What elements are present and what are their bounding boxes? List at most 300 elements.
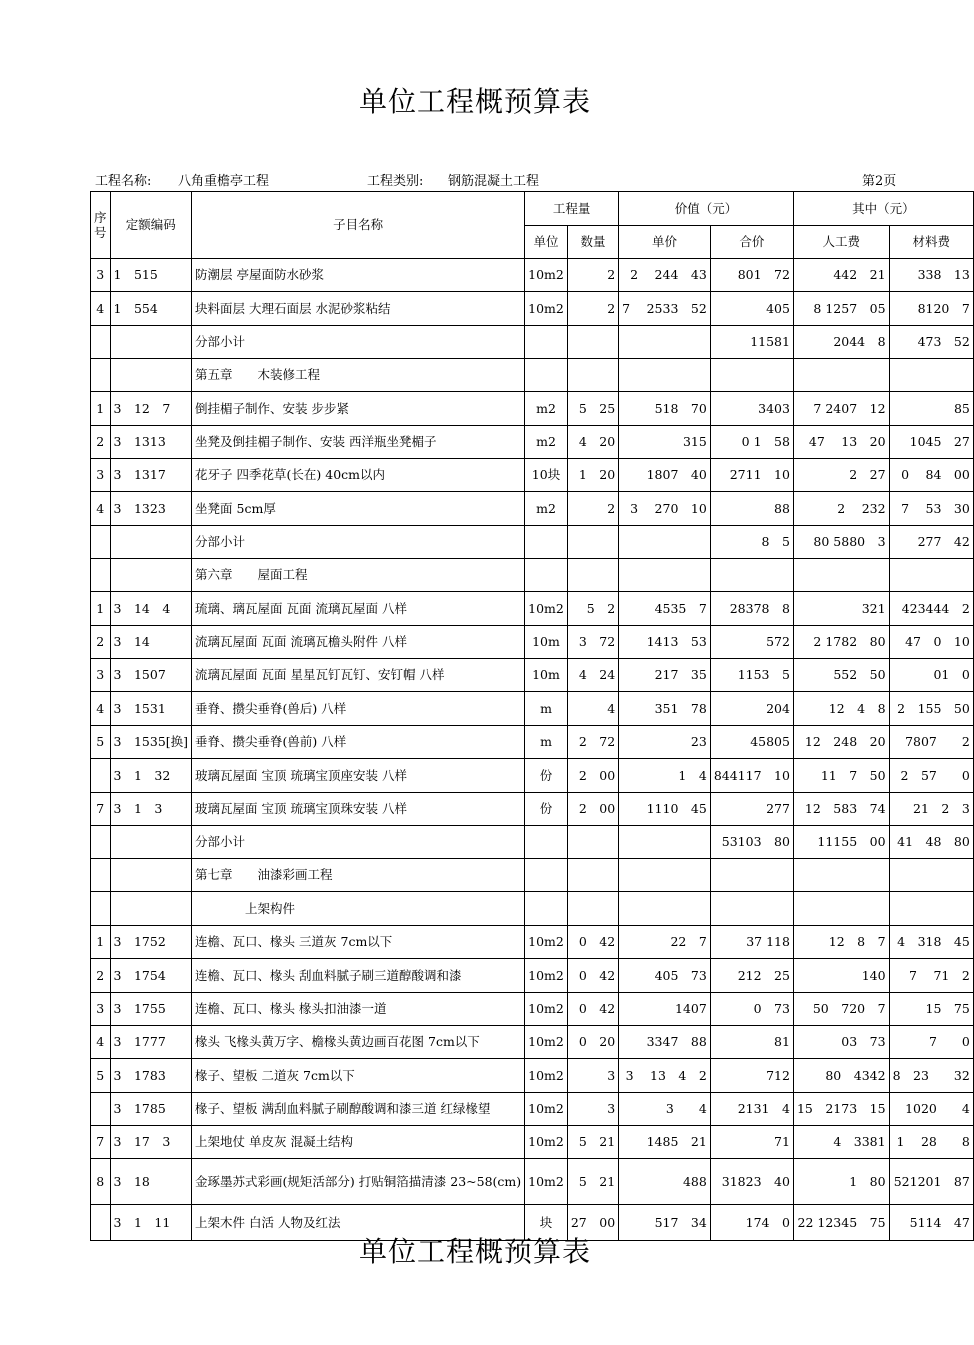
row-unit-price: 1413 53 — [619, 626, 711, 659]
row-unit: 10m2 — [525, 1159, 568, 1205]
table-row — [91, 1093, 974, 1126]
row-qty: 1 20 — [567, 459, 618, 492]
row-seq: 3 — [91, 459, 111, 492]
row-material: 85 — [889, 392, 973, 426]
row-unit: 10m2 — [525, 959, 568, 993]
row-material: 2 155 50 — [889, 692, 973, 726]
project-category-label: 工程类别: — [367, 174, 424, 189]
header-seq: 序号 — [91, 192, 111, 259]
row-material — [889, 892, 973, 926]
row-code: 3 1531 — [110, 692, 192, 726]
row-qty: 4 — [567, 692, 618, 726]
row-labor: 50 720 7 — [793, 993, 889, 1026]
row-seq: 5 — [91, 726, 111, 759]
row-qty: 2 72 — [567, 726, 618, 759]
row-labor: 321 — [793, 592, 889, 626]
row-total: 28378 8 — [710, 592, 793, 626]
row-labor: 03 73 — [793, 1026, 889, 1059]
row-seq — [91, 326, 111, 359]
row-qty: 2 — [567, 492, 618, 526]
row-unit-price: 3 270 10 — [619, 492, 711, 526]
table-row — [91, 892, 974, 926]
row-item-name: 垂脊、攒尖垂脊(兽后) 八样 — [192, 692, 525, 726]
table-row — [91, 726, 974, 759]
header-quantity-group: 工程量 — [525, 192, 619, 226]
row-unit-price: 3 4 — [619, 1093, 711, 1126]
row-unit-price — [619, 526, 711, 559]
row-total — [710, 359, 793, 392]
row-qty: 2 — [567, 292, 618, 326]
row-seq: 1 — [91, 926, 111, 959]
row-code — [110, 526, 192, 559]
row-item-name: 分部小计 — [192, 526, 525, 559]
row-seq: 4 — [91, 292, 111, 326]
row-unit-price: 1485 21 — [619, 1126, 711, 1159]
row-code: 3 1 32 — [110, 759, 192, 793]
row-qty — [567, 826, 618, 859]
row-labor: 2 232 — [793, 492, 889, 526]
row-item-name: 连檐、瓦口、椽头 三道灰 7cm以下 — [192, 926, 525, 959]
table-row — [91, 559, 974, 592]
row-qty: 3 — [567, 1093, 618, 1126]
row-material — [889, 559, 973, 592]
row-item-name: 块料面层 大理石面层 水泥砂浆粘结 — [192, 292, 525, 326]
row-item-name: 第六章 屋面工程 — [192, 559, 525, 592]
row-unit-price: 1 4 — [619, 759, 711, 793]
row-unit-price: 22 7 — [619, 926, 711, 959]
row-unit-price: 2 244 43 — [619, 259, 711, 292]
row-total: 2131 4 — [710, 1093, 793, 1126]
row-qty: 27 00 — [567, 1205, 618, 1241]
row-qty — [567, 859, 618, 892]
row-labor: 4 3381 — [793, 1126, 889, 1159]
row-material: 15 75 — [889, 993, 973, 1026]
row-seq: 7 — [91, 793, 111, 826]
footer-title: 单位工程概预算表 — [358, 1235, 591, 1268]
row-code: 3 1 11 — [110, 1205, 192, 1241]
row-item-name: 琉璃、璃瓦屋面 瓦面 流璃瓦屋面 八样 — [192, 592, 525, 626]
row-total: 81 — [710, 1026, 793, 1059]
row-unit: 10m2 — [525, 1026, 568, 1059]
row-qty: 5 21 — [567, 1159, 618, 1205]
row-seq — [91, 359, 111, 392]
row-total: 844117 10 — [710, 759, 793, 793]
table-row — [91, 359, 974, 392]
row-seq: 4 — [91, 692, 111, 726]
row-total: 1153 5 — [710, 659, 793, 692]
project-name-value: 八角重檐亭工程 — [178, 174, 270, 189]
row-code: 3 1317 — [110, 459, 192, 492]
row-seq — [91, 759, 111, 793]
row-unit: m — [525, 692, 568, 726]
row-code — [110, 859, 192, 892]
row-item-name: 第五章 木装修工程 — [192, 359, 525, 392]
row-material: 01 0 — [889, 659, 973, 692]
row-total: 204 — [710, 692, 793, 726]
row-total: 53103 80 — [710, 826, 793, 859]
row-total: 277 — [710, 793, 793, 826]
row-unit: m2 — [525, 492, 568, 526]
project-name-label: 工程名称: — [95, 174, 152, 189]
row-material: 4 318 45 — [889, 926, 973, 959]
row-labor: 442 21 — [793, 259, 889, 292]
row-item-name: 倒挂楣子制作、安装 步步紧 — [192, 392, 525, 426]
row-code — [110, 559, 192, 592]
row-labor: 7 2407 12 — [793, 392, 889, 426]
row-seq: 2 — [91, 626, 111, 659]
row-qty: 5 25 — [567, 392, 618, 426]
header-item-name: 子目名称 — [192, 192, 525, 259]
row-item-name: 上架构件 — [192, 892, 525, 926]
row-unit: m — [525, 726, 568, 759]
row-total: 174 0 — [710, 1205, 793, 1241]
page-number: 第2页 — [862, 174, 897, 189]
row-material: 21 2 3 — [889, 793, 973, 826]
row-total: 11581 — [710, 326, 793, 359]
row-unit: 10m2 — [525, 993, 568, 1026]
row-code: 3 1777 — [110, 1026, 192, 1059]
row-unit-price: 3347 88 — [619, 1026, 711, 1059]
row-item-name: 流璃瓦屋面 瓦面 流璃瓦檐头附件 八样 — [192, 626, 525, 659]
table-row — [91, 1126, 974, 1159]
row-item-name: 金琢墨苏式彩画(规矩活部分) 打贴铜箔描清漆 23~58(cm) — [192, 1159, 525, 1205]
row-item-name: 玻璃瓦屋面 宝顶 琉璃宝顶珠安装 八样 — [192, 793, 525, 826]
row-seq: 1 — [91, 592, 111, 626]
row-unit-price — [619, 892, 711, 926]
row-total: 572 — [710, 626, 793, 659]
row-qty: 4 20 — [567, 426, 618, 459]
row-labor — [793, 559, 889, 592]
row-unit: 10m2 — [525, 1093, 568, 1126]
table-row — [91, 259, 974, 292]
row-unit: 10m2 — [525, 292, 568, 326]
row-unit-price: 1110 45 — [619, 793, 711, 826]
row-item-name: 分部小计 — [192, 326, 525, 359]
row-qty — [567, 526, 618, 559]
row-labor: 80 5880 3 — [793, 526, 889, 559]
row-item-name: 分部小计 — [192, 826, 525, 859]
row-qty: 0 42 — [567, 993, 618, 1026]
project-category-value: 钢筋混凝土工程 — [448, 174, 540, 189]
row-code: 3 1752 — [110, 926, 192, 959]
table-row — [91, 626, 974, 659]
row-qty — [567, 326, 618, 359]
row-total: 88 — [710, 492, 793, 526]
row-unit — [525, 892, 568, 926]
row-labor: 1 80 — [793, 1159, 889, 1205]
row-code — [110, 892, 192, 926]
row-seq: 3 — [91, 259, 111, 292]
row-seq — [91, 859, 111, 892]
row-unit-price — [619, 826, 711, 859]
row-seq: 3 — [91, 659, 111, 692]
table-row — [91, 826, 974, 859]
row-labor — [793, 359, 889, 392]
row-labor: 8 1257 05 — [793, 292, 889, 326]
row-unit: 份 — [525, 793, 568, 826]
row-unit: m2 — [525, 392, 568, 426]
header-unit: 单位 — [525, 226, 568, 259]
row-material: 423444 2 — [889, 592, 973, 626]
row-total: 2711 10 — [710, 459, 793, 492]
row-item-name: 椽子、望板 满刮血料腻子刷醇酸调和漆三道 红绿椽望 — [192, 1093, 525, 1126]
row-seq: 3 — [91, 993, 111, 1026]
row-labor: 15 2173 15 — [793, 1093, 889, 1126]
header-labor: 人工费 — [793, 226, 889, 259]
row-qty: 5 2 — [567, 592, 618, 626]
row-unit-price — [619, 326, 711, 359]
row-unit — [525, 359, 568, 392]
row-unit-price — [619, 559, 711, 592]
row-labor: 11 7 50 — [793, 759, 889, 793]
table-row — [91, 692, 974, 726]
row-unit: 10m2 — [525, 592, 568, 626]
row-code: 3 14 — [110, 626, 192, 659]
row-unit: 份 — [525, 759, 568, 793]
row-unit: 10m2 — [525, 1126, 568, 1159]
row-unit: m2 — [525, 426, 568, 459]
row-unit-price: 351 78 — [619, 692, 711, 726]
table-row — [91, 1026, 974, 1059]
row-code: 3 18 — [110, 1159, 192, 1205]
row-material: 1020 4 — [889, 1093, 973, 1126]
row-item-name: 花牙子 四季花草(长在) 40cm以内 — [192, 459, 525, 492]
row-seq: 4 — [91, 1026, 111, 1059]
table-row — [91, 759, 974, 793]
row-code: 3 1 3 — [110, 793, 192, 826]
row-item-name: 玻璃瓦屋面 宝顶 琉璃宝顶座安装 八样 — [192, 759, 525, 793]
table-row — [91, 526, 974, 559]
table-row — [91, 292, 974, 326]
row-unit — [525, 859, 568, 892]
row-seq — [91, 526, 111, 559]
row-unit-price: 488 — [619, 1159, 711, 1205]
row-code: 3 1323 — [110, 492, 192, 526]
table-row — [91, 793, 974, 826]
row-code: 3 1507 — [110, 659, 192, 692]
row-qty: 0 42 — [567, 959, 618, 993]
row-code: 1 554 — [110, 292, 192, 326]
row-seq: 4 — [91, 492, 111, 526]
row-labor: 2 27 — [793, 459, 889, 492]
row-unit: 块 — [525, 1205, 568, 1241]
row-seq: 5 — [91, 1059, 111, 1093]
row-unit-price: 3 13 4 2 — [619, 1059, 711, 1093]
row-material: 277 42 — [889, 526, 973, 559]
row-seq: 2 — [91, 426, 111, 459]
row-labor: 140 — [793, 959, 889, 993]
row-total: 45805 — [710, 726, 793, 759]
table-row — [91, 1159, 974, 1205]
row-item-name: 坐凳面 5cm厚 — [192, 492, 525, 526]
row-labor — [793, 892, 889, 926]
row-material: 5114 47 — [889, 1205, 973, 1241]
row-labor: 47 13 20 — [793, 426, 889, 459]
row-seq — [91, 559, 111, 592]
table-row — [91, 326, 974, 359]
row-material: 521201 87 — [889, 1159, 973, 1205]
row-code: 3 1785 — [110, 1093, 192, 1126]
row-item-name: 连檐、瓦口、椽头 刮血料腻子刷三道醇酸调和漆 — [192, 959, 525, 993]
row-unit: 10m2 — [525, 926, 568, 959]
row-item-name: 第七章 油漆彩画工程 — [192, 859, 525, 892]
row-code: 3 12 7 — [110, 392, 192, 426]
row-material — [889, 859, 973, 892]
row-qty — [567, 892, 618, 926]
row-item-name: 防潮层 亭屋面防水砂浆 — [192, 259, 525, 292]
row-unit-price: 217 35 — [619, 659, 711, 692]
row-material: 1045 27 — [889, 426, 973, 459]
row-code — [110, 359, 192, 392]
row-material: 1 28 8 — [889, 1126, 973, 1159]
row-total: 801 72 — [710, 259, 793, 292]
row-code: 3 14 4 — [110, 592, 192, 626]
row-unit-price: 1407 — [619, 993, 711, 1026]
row-unit-price: 7 2533 52 — [619, 292, 711, 326]
row-material: 7 53 30 — [889, 492, 973, 526]
row-seq: 1 — [91, 392, 111, 426]
row-code: 3 1754 — [110, 959, 192, 993]
table-row — [91, 659, 974, 692]
table-row — [91, 492, 974, 526]
row-material: 7807 2 — [889, 726, 973, 759]
row-qty: 2 — [567, 259, 618, 292]
header-material: 材料费 — [889, 226, 973, 259]
row-total — [710, 859, 793, 892]
row-seq — [91, 826, 111, 859]
row-unit-price: 315 — [619, 426, 711, 459]
row-total: 212 25 — [710, 959, 793, 993]
row-unit-price: 517 34 — [619, 1205, 711, 1241]
table-row — [91, 859, 974, 892]
row-material: 473 52 — [889, 326, 973, 359]
row-labor: 80 4342 — [793, 1059, 889, 1093]
row-labor: 2044 8 — [793, 326, 889, 359]
budget-table — [90, 191, 974, 1241]
row-unit — [525, 326, 568, 359]
row-total: 405 — [710, 292, 793, 326]
row-qty: 2 00 — [567, 759, 618, 793]
row-qty: 0 20 — [567, 1026, 618, 1059]
row-unit — [525, 559, 568, 592]
table-row — [91, 392, 974, 426]
row-code: 3 1313 — [110, 426, 192, 459]
row-material: 2 57 0 — [889, 759, 973, 793]
row-labor: 12 583 74 — [793, 793, 889, 826]
row-labor: 22 12345 75 — [793, 1205, 889, 1241]
row-seq — [91, 1093, 111, 1126]
row-unit-price: 405 73 — [619, 959, 711, 993]
row-total: 8 5 — [710, 526, 793, 559]
row-code: 3 1755 — [110, 993, 192, 1026]
row-qty: 3 — [567, 1059, 618, 1093]
header-unit-price: 单价 — [619, 226, 711, 259]
table-row — [91, 959, 974, 993]
row-seq: 8 — [91, 1159, 111, 1205]
row-qty: 5 21 — [567, 1126, 618, 1159]
row-material — [889, 359, 973, 392]
row-material: 47 0 10 — [889, 626, 973, 659]
row-item-name: 连檐、瓦口、椽头 椽头扣油漆一道 — [192, 993, 525, 1026]
row-qty — [567, 559, 618, 592]
row-material: 7 71 2 — [889, 959, 973, 993]
row-labor: 12 8 7 — [793, 926, 889, 959]
row-unit — [525, 526, 568, 559]
row-total: 3403 — [710, 392, 793, 426]
row-total: 0 73 — [710, 993, 793, 1026]
row-seq: 2 — [91, 959, 111, 993]
row-labor — [793, 859, 889, 892]
row-item-name: 上架地仗 单皮灰 混凝土结构 — [192, 1126, 525, 1159]
header-value-group: 价值（元） — [619, 192, 794, 226]
row-item-name: 坐凳及倒挂楣子制作、安装 西洋瓶坐凳楣子 — [192, 426, 525, 459]
header-code: 定额编码 — [110, 192, 192, 259]
row-qty: 2 00 — [567, 793, 618, 826]
row-unit: 10m2 — [525, 259, 568, 292]
row-qty — [567, 359, 618, 392]
table-row — [91, 426, 974, 459]
row-total: 712 — [710, 1059, 793, 1093]
row-total: 31823 40 — [710, 1159, 793, 1205]
row-material: 0 84 00 — [889, 459, 973, 492]
row-material: 338 13 — [889, 259, 973, 292]
row-material: 8 23 32 — [889, 1059, 973, 1093]
row-code — [110, 326, 192, 359]
row-code: 1 515 — [110, 259, 192, 292]
row-unit: 10m2 — [525, 1059, 568, 1093]
row-total: 37 118 — [710, 926, 793, 959]
row-unit: 10m — [525, 626, 568, 659]
row-unit: 10块 — [525, 459, 568, 492]
row-code: 3 1535[换] — [110, 726, 192, 759]
row-unit-price: 4535 7 — [619, 592, 711, 626]
row-unit-price — [619, 359, 711, 392]
row-seq — [91, 892, 111, 926]
row-item-name: 垂脊、攒尖垂脊(兽前) 八样 — [192, 726, 525, 759]
header-among-group: 其中（元） — [793, 192, 973, 226]
header-qty: 数量 — [567, 226, 618, 259]
row-total: 0 1 58 — [710, 426, 793, 459]
row-total: 71 — [710, 1126, 793, 1159]
row-material: 7 0 — [889, 1026, 973, 1059]
row-unit-price — [619, 859, 711, 892]
row-qty: 0 42 — [567, 926, 618, 959]
row-labor: 2 1782 80 — [793, 626, 889, 659]
row-qty: 4 24 — [567, 659, 618, 692]
table-row — [91, 1059, 974, 1093]
header-total: 合价 — [710, 226, 793, 259]
row-item-name: 椽头 飞椽头黄万字、檐椽头黄边画百花图 7cm以下 — [192, 1026, 525, 1059]
table-row — [91, 926, 974, 959]
row-item-name: 椽子、望板 二道灰 7cm以下 — [192, 1059, 525, 1093]
row-seq: 7 — [91, 1126, 111, 1159]
row-material: 8120 7 — [889, 292, 973, 326]
row-unit-price: 23 — [619, 726, 711, 759]
table-row — [91, 592, 974, 626]
row-code: 3 1783 — [110, 1059, 192, 1093]
table-row — [91, 459, 974, 492]
page-title: 单位工程概预算表 — [358, 85, 591, 118]
row-item-name: 上架木件 白活 人物及红法 — [192, 1205, 525, 1241]
row-unit-price: 518 70 — [619, 392, 711, 426]
row-unit: 10m — [525, 659, 568, 692]
table-row — [91, 993, 974, 1026]
row-labor: 12 4 8 — [793, 692, 889, 726]
row-total — [710, 892, 793, 926]
row-code — [110, 826, 192, 859]
row-code: 3 17 3 — [110, 1126, 192, 1159]
row-unit — [525, 826, 568, 859]
